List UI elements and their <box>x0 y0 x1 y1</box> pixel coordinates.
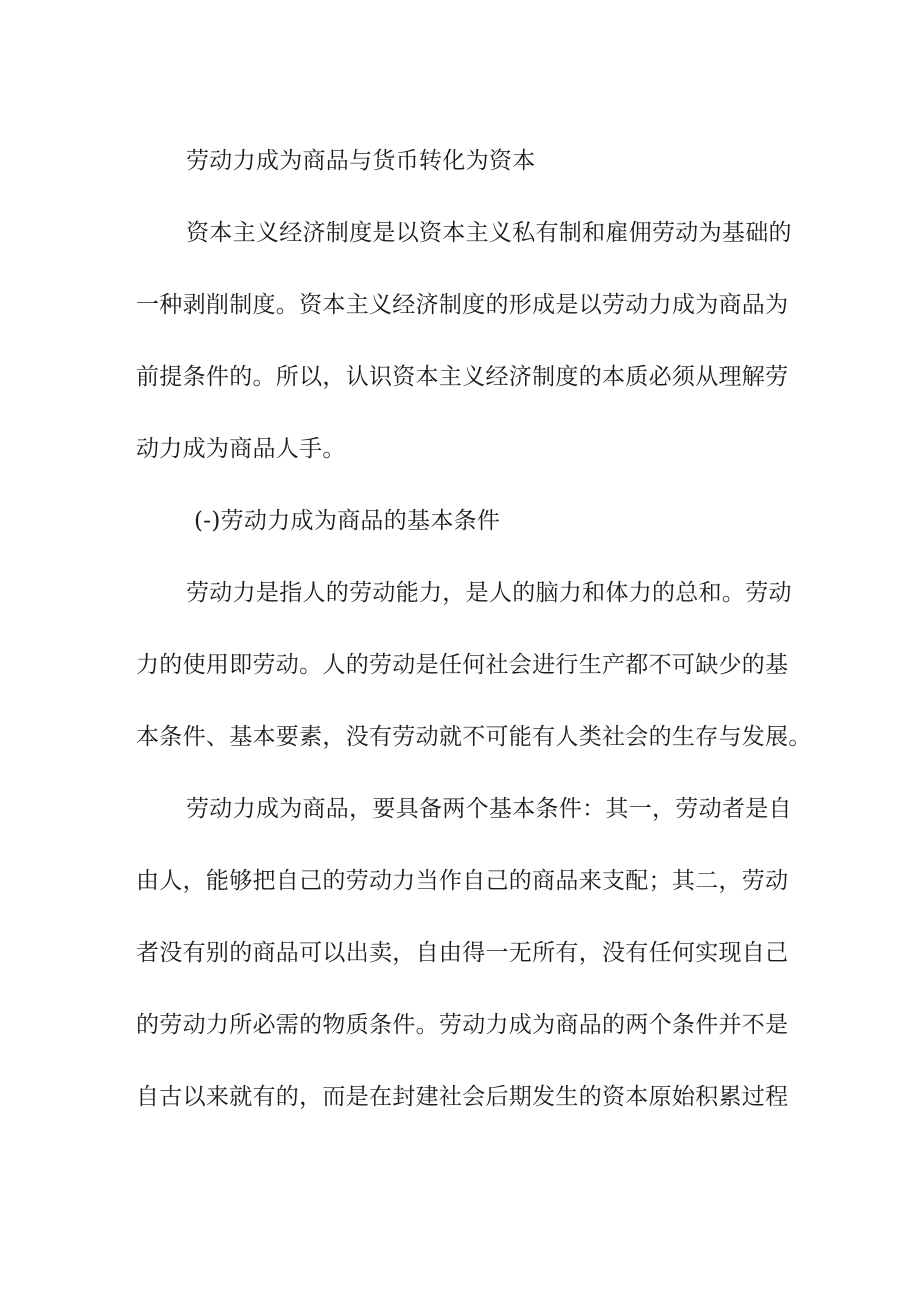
paragraph-line: 一种剥削制度。资本主义经济制度的形成是以劳动力成为商品为 <box>136 292 789 318</box>
paragraph-line: 劳动力是指人的劳动能力，是人的脑力和体力的总和。劳动 <box>186 580 792 606</box>
paragraph-line: 由人，能够把自己的劳动力当作自己的商品来支配；其二，劳动 <box>136 868 789 894</box>
paragraph-line: 资本主义经济制度是以资本主义私有制和雇佣劳动为基础的 <box>186 220 792 246</box>
section-heading: (-)劳动力成为商品的基本条件 <box>194 508 501 534</box>
paragraph-line: 前提条件的。所以，认识资本主义经济制度的本质必须从理解劳 <box>136 364 789 390</box>
paragraph-line: 者没有别的商品可以出卖，自由得一无所有，没有任何实现自己 <box>136 940 789 966</box>
paragraph-line: 的劳动力所必需的物质条件。劳动力成为商品的两个条件并不是 <box>136 1012 789 1038</box>
paragraph-line: 力的使用即劳动。人的劳动是任何社会进行生产都不可缺少的基 <box>136 652 789 678</box>
paragraph-line: 本条件、基本要素，没有劳动就不可能有人类社会的生存与发展。 <box>136 724 812 750</box>
paragraph-line: 动力成为商品人手。 <box>136 436 346 462</box>
paragraph-line: 劳动力成为商品，要具备两个基本条件：其一，劳动者是自 <box>186 796 792 822</box>
paragraph-line: 自古以来就有的，而是在封建社会后期发生的资本原始积累过程 <box>136 1084 789 1110</box>
document-title: 劳动力成为商品与货币转化为资本 <box>186 148 536 174</box>
